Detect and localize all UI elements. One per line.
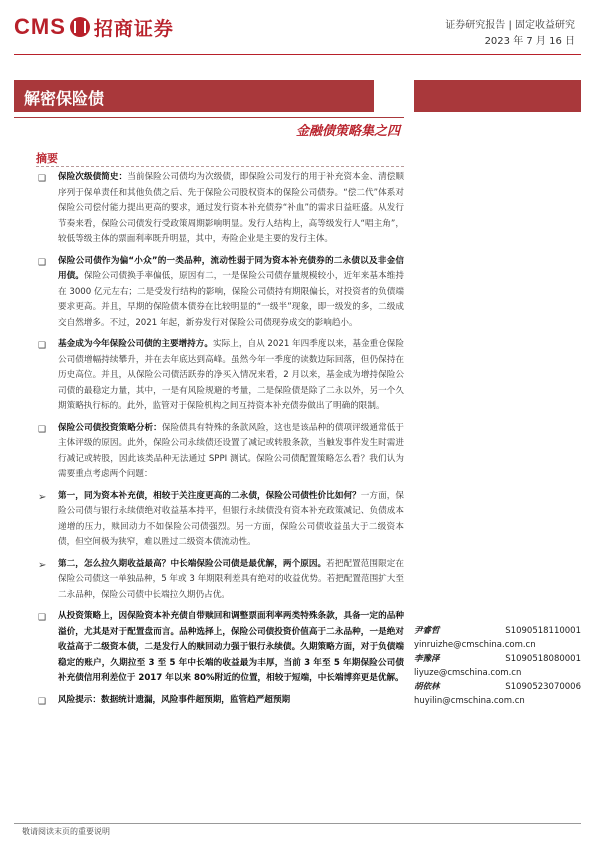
summary-heading: 摘要	[36, 152, 58, 165]
square-bullet-icon: ❑	[38, 174, 47, 184]
bullet-lead: 保险公司债投资策略分析：	[58, 422, 162, 433]
bullet-item	[36, 609, 404, 687]
bullet-lead: 保险公司债作为偏“小众”的一类品种，流动性弱于同为资本补充债券的二永债以及非金信用债。	[58, 255, 404, 281]
bullet-lead: 第一，同为资本补充债，相较于关注度更高的二永债，保险公司债性价比如何？	[58, 490, 361, 501]
analyst-cert: S1090518080001	[505, 654, 581, 664]
report-meta	[445, 18, 575, 50]
bullet-text: 一方面，保险公司债与银行永续债绝对收益基本持平，但银行永续债没有资本补充政策减记、负债成本递增的压力，赎回动力不如保险公司债强烈。另一方面，保险公司债收益虽大于二级资本债，但空间极为狭窄，难以胜过二级资本债流动性。	[58, 490, 404, 547]
bullet-text: 实际上，自从 2021 年四季度以来，基金重仓保险公司债增幅持续攀升，并在去年底达到高峰。虽然今年一季度的读数边际回落，但仍保持在历史高位。并且，从保险公司债活跃券的净买入情况来看，2 月以来，基金成为增持保险公司债的最稳定力量，其中，一是有风险规避的考量，二是保险债是除了二永以外，另一个久期策略执行标的。此外，监管对于保险机构之间互持资本补充债券做出了明确的限制。	[58, 339, 404, 411]
title-band	[14, 80, 374, 112]
analyst-email[interactable]: liyuze@cmschina.com.cn	[414, 668, 522, 678]
analyst-name: 尹睿哲	[414, 626, 440, 636]
side-band	[414, 80, 581, 112]
footer-disclaimer: 敬请阅读末页的重要说明	[22, 827, 110, 836]
sub-bullet-item	[36, 489, 404, 551]
bullet-text: 若把配置范围限定在保险公司债这一单独品种，5 年或 3 年期限利差具有绝对的收益优势。若把配置范围扩大至二永品种，保险公司债中长端拉久期仍占优。	[58, 558, 404, 600]
analyst-name: 李豫泽	[414, 654, 440, 664]
sub-bullet-item	[36, 557, 404, 604]
logo-cn-text: 招商证券	[93, 17, 174, 40]
square-bullet-icon: ❑	[38, 424, 47, 435]
company-logo	[14, 12, 174, 42]
bullet-text: 保险公司债换手率偏低，原因有二，一是保险公司债存量规模较小，近年来基本维持在 3000 亿元左右；二是受发行结构的影响，保险公司债持有期限偏长，对投资者的负债端要求更高。并且，早期的保险债本债券在比较明显的“一级半”现象，即一级发的多，二级成交自然增多。不过，2021 年起，新券发行对保险公司债现券成交的影响趋小。	[58, 271, 404, 328]
arrow-bullet-icon: ➢	[38, 491, 47, 503]
arrow-bullet-icon: ➢	[38, 559, 47, 571]
bullet-text: 保险债具有特殊的条款风险，这也是该品种的债项评级通常低于主体评级的原因。此外，保险公司永续债还设置了减记或转股条款，当触发事件发生时需进行减记或转股，因此该类品种无法通过 SPPI 测试。保险公司债配置策略怎么看？我们认为需要重点考虑两个问题：	[58, 422, 404, 479]
report-date: 2023 年 7 月 16 日	[484, 36, 575, 47]
analyst-row	[414, 624, 581, 638]
bullet-lead: 从投资策略上，因保险资本补充债自带赎回和调整票面利率两类特殊条款，具备一定的品种溢价，尤其是对于配置盘而言。品种选择上，保险公司债投资价值高于二永品种，一是绝对收益高于二级资本债，二是发行人的赎回动力强于银行永续债。久期策略方面，对于负债端稳定的账户，久期拉至 3 至 5 年中长端的收益最为丰厚，当前 3 年至 5 年期保险公司债补充债信用利差位于 2017 年以来 80%附近的位置，相较于短端，中长端博弈更是优解。	[58, 611, 404, 683]
report-type: 证券研究报告 | 固定收益研究	[445, 20, 575, 31]
logo-cms-text: CMS	[14, 14, 66, 39]
bullet-item	[36, 421, 404, 483]
analyst-cert: S1090523070006	[505, 682, 581, 692]
bullet-lead: 第二，怎么拉久期收益最高？中长端保险公司债是最优解，两个原因。	[58, 558, 327, 569]
report-title: 解密保险债	[24, 89, 105, 108]
square-bullet-icon: ❑	[38, 341, 47, 351]
bullet-lead: 基金成为今年保险公司债的主要增持方。	[58, 339, 214, 349]
bullet-item	[36, 254, 404, 332]
footer-divider	[14, 823, 581, 824]
series-subtitle: 金融债策略集之四	[295, 124, 400, 139]
header-divider	[14, 54, 581, 55]
bullet-lead: 保险次级债简史：	[58, 172, 128, 182]
analyst-box	[414, 624, 581, 708]
summary-rule	[36, 166, 404, 167]
analyst-email[interactable]: huyilin@cmschina.com.cn	[414, 696, 525, 706]
square-bullet-icon: ❑	[38, 257, 47, 268]
square-bullet-icon: ❑	[38, 696, 47, 707]
analyst-email[interactable]: yinruizhe@cmschina.com.cn	[414, 640, 536, 650]
analyst-row	[414, 652, 581, 666]
bullet-item	[36, 693, 404, 709]
bullet-item	[36, 337, 404, 415]
bullet-lead: 风险提示：数据统计遗漏，风险事件超预期，监管趋严超预期	[58, 694, 291, 705]
analyst-name: 胡依林	[414, 682, 440, 692]
title-rule	[14, 117, 404, 118]
analyst-cert: S1090518110001	[505, 626, 581, 636]
square-bullet-icon: ❑	[38, 613, 47, 623]
summary-list	[36, 170, 404, 714]
bullet-text: 当前保险公司债均为次级债，即保险公司发行的用于补充资本金、清偿顺序列于保单责任和其他负债之后、先于保险公司股权资本的保险公司债券。“偿二代”体系对保险公司偿付能力提出更高的要求，通过发行资本补充债券“补血”的需求日益旺盛。从发行节奏来看，保险公司债发行受政策周期影响明显。发行人结构上，高等级发行人“唱主角”，较低等级主体的票面利率既升明显，其中，寿险企业是主要的发行主体。	[58, 172, 404, 244]
logo-mark-icon	[70, 17, 90, 37]
bullet-item	[36, 170, 404, 248]
analyst-row	[414, 680, 581, 694]
